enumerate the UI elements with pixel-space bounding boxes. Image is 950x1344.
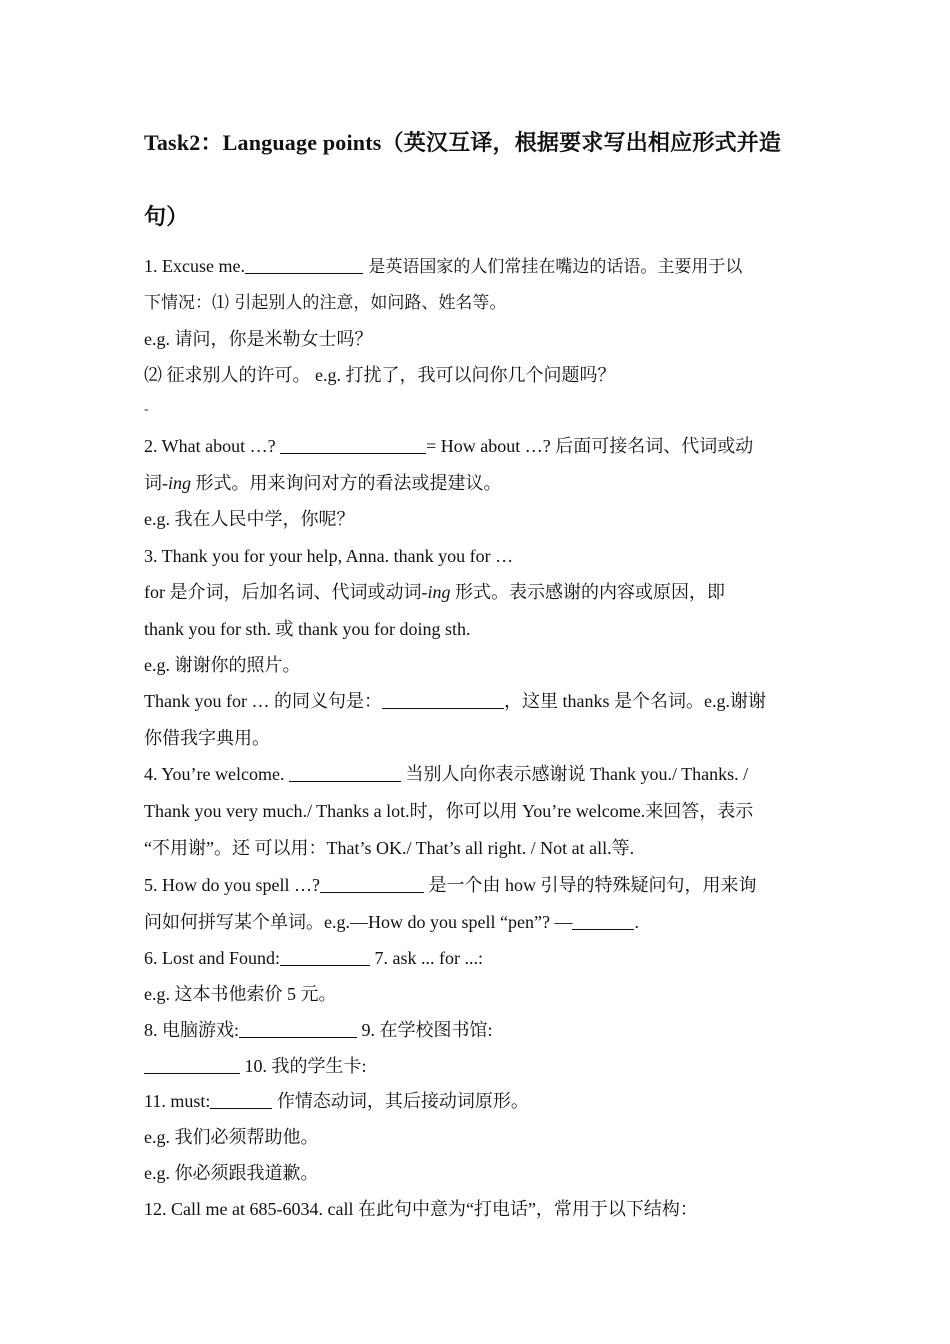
item-2-example: e.g. 我在人民中学，你呢？ — [144, 509, 355, 529]
item-4-line-2: Thank you very much./ Thanks a lot.时，你可以用 You’re welcome.来回答，表示 — [144, 801, 754, 821]
fill-blank[interactable] — [239, 1019, 357, 1038]
item-3-line-6: 你借我字典用。 — [144, 728, 270, 748]
item-1-line-1: 1. Excuse me. 是英语国家的人们常挂在嘴边的话语。主要用于以 — [144, 256, 743, 277]
item-1-line-2: 下情况：⑴ 引起别人的注意，如问路、姓名等。 — [144, 293, 507, 313]
item-2-line-1: 2. What about …? = How about …? 后面可接名词、代词或动 — [144, 436, 754, 456]
item-10-line: 10. 我的学生卡: — [144, 1054, 367, 1078]
task-title-continued: 句） — [144, 204, 189, 229]
item-5-line-2: 问如何拼写某个单词。e.g.—How do you spell “pen”? — . — [144, 912, 639, 932]
fill-blank[interactable] — [245, 255, 363, 274]
item-3-line-5: Thank you for … 的同义句是： ，这里 thanks 是个名词。e.g.谢谢 — [144, 691, 766, 711]
item-3-line-1: 3. Thank you for your help, Anna. thank you for … — [144, 546, 514, 566]
fill-blank[interactable] — [572, 911, 634, 930]
dash-mark: - — [144, 402, 149, 417]
fill-blank[interactable] — [320, 874, 424, 893]
item-4-line-3: “不用谢”。还 可以用：That’s OK./ That’s all right. / Not at all.等. — [144, 838, 635, 858]
item-1-line-4: ⑵ 征求别人的许可。 e.g. 打扰了，我可以问你几个问题吗？ — [144, 365, 616, 385]
fill-blank[interactable] — [280, 435, 426, 454]
item-12-line-1: 12. Call me at 685-6034. call 在此句中意为“打电话”，常用于以下结构： — [144, 1199, 698, 1219]
item-3-example: e.g. 谢谢你的照片。 — [144, 655, 301, 675]
item-3-line-3: thank you for sth. 或 thank you for doing sth. — [144, 619, 471, 639]
item-5-line-1: 5. How do you spell …? 是一个由 how 引导的特殊疑问句，用来询 — [144, 875, 757, 895]
item-4-line-1: 4. You’re welcome. 当别人向你表示感谢说 Thank you./ Thanks. / — [144, 764, 749, 784]
fill-blank[interactable] — [210, 1090, 272, 1109]
item-11-example-2: e.g. 你必须跟我道歉。 — [144, 1163, 319, 1183]
fill-blank[interactable] — [144, 1055, 240, 1074]
fill-blank[interactable] — [280, 947, 370, 966]
fill-blank[interactable] — [289, 763, 401, 782]
item-7-example: e.g. 这本书他索价 5 元。 — [144, 984, 337, 1004]
item-8-line: 8. 电脑游戏: 9. 在学校图书馆: — [144, 1020, 493, 1040]
item-6-line-1: 6. Lost and Found: 7. ask ... for ...: — [144, 948, 483, 968]
item-1-example: e.g. 请问，你是米勒女士吗？ — [144, 329, 373, 349]
item-2-line-2: 词-ing 形式。用来询问对方的看法或提建议。 — [144, 473, 502, 493]
item-3-line-2: for 是介词，后加名词、代词或动词-ing 形式。表示感谢的内容或原因，即 — [144, 582, 725, 602]
item-11-example-1: e.g. 我们必须帮助他。 — [144, 1127, 319, 1147]
item-11-line-1: 11. must: 作情态动词，其后接动词原形。 — [144, 1091, 529, 1111]
fill-blank[interactable] — [382, 690, 504, 709]
task-title: Task2：Language points（英汉互译，根据要求写出相应形式并造 — [144, 130, 782, 155]
